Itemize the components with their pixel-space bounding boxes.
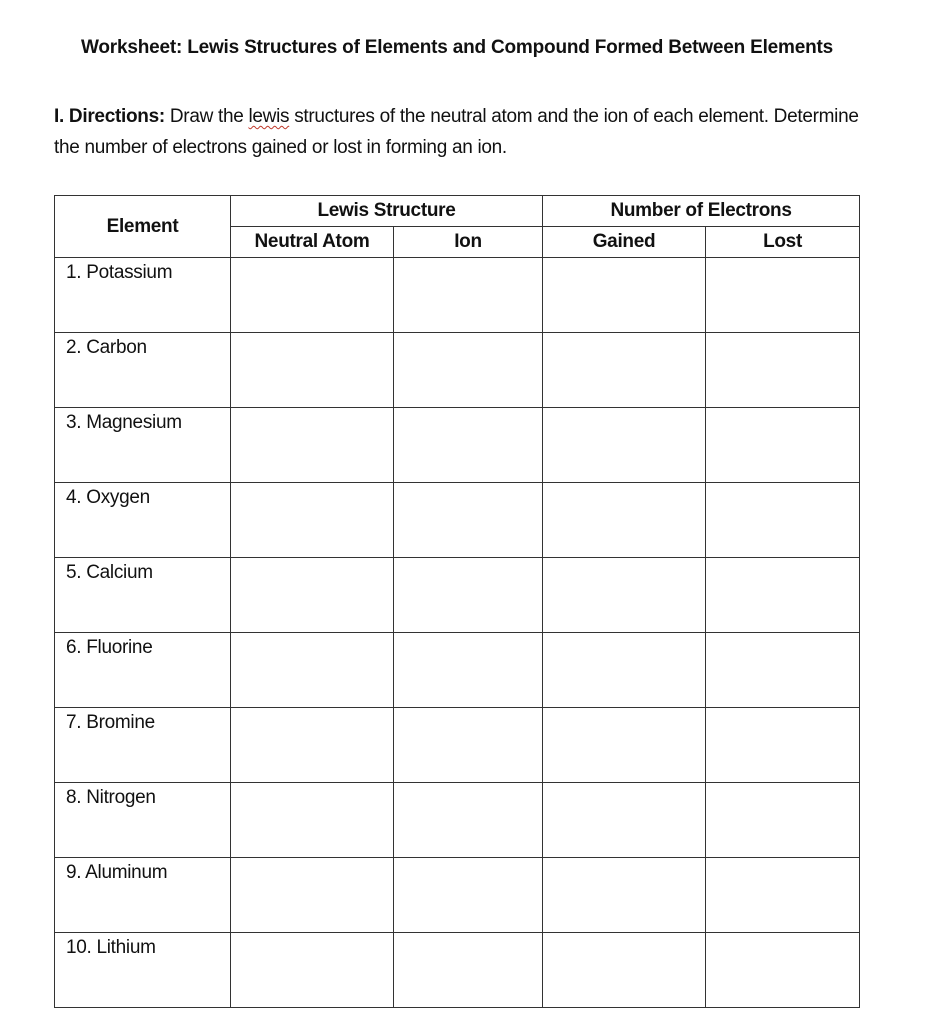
- table-row: [55, 783, 860, 858]
- neutral-atom-cell[interactable]: [231, 633, 394, 708]
- gained-cell[interactable]: [543, 558, 706, 633]
- gained-cell[interactable]: [543, 933, 706, 1008]
- ion-cell[interactable]: [394, 558, 543, 633]
- ion-cell[interactable]: [394, 333, 543, 408]
- table-row: [55, 258, 860, 333]
- worksheet-title: Worksheet: Lewis Structures of Elements and Compound Formed Between Elements: [81, 37, 833, 58]
- gained-cell[interactable]: [543, 333, 706, 408]
- header-lost: Lost: [706, 227, 860, 258]
- table-row: [55, 333, 860, 408]
- lost-cell[interactable]: [706, 708, 860, 783]
- ion-cell[interactable]: [394, 483, 543, 558]
- ion-cell[interactable]: [394, 933, 543, 1008]
- element-name: 9. Aluminum: [55, 858, 231, 933]
- element-name: 7. Bromine: [55, 708, 231, 783]
- element-name: 10. Lithium: [55, 933, 231, 1008]
- element-name: 1. Potassium: [55, 258, 231, 333]
- lost-cell[interactable]: [706, 333, 860, 408]
- table-row: [55, 408, 860, 483]
- gained-cell[interactable]: [543, 858, 706, 933]
- ion-cell[interactable]: [394, 858, 543, 933]
- directions-text-before: Draw the: [164, 106, 249, 127]
- header-element: Element: [55, 196, 231, 258]
- element-name: 8. Nitrogen: [55, 783, 231, 858]
- neutral-atom-cell[interactable]: [231, 258, 394, 333]
- ion-cell[interactable]: [394, 708, 543, 783]
- directions-text-after: structures of the neutral atom and the ion of each element. Determine the number of electrons gained or lost in forming an ion.: [54, 106, 859, 158]
- element-name: 3. Magnesium: [55, 408, 231, 483]
- lost-cell[interactable]: [706, 408, 860, 483]
- neutral-atom-cell[interactable]: [231, 333, 394, 408]
- lost-cell[interactable]: [706, 558, 860, 633]
- table-row: [55, 558, 860, 633]
- gained-cell[interactable]: [543, 483, 706, 558]
- lost-cell[interactable]: [706, 933, 860, 1008]
- table-header-row-1: [55, 196, 860, 227]
- header-neutral-atom: Neutral Atom: [231, 227, 394, 258]
- neutral-atom-cell[interactable]: [231, 483, 394, 558]
- ion-cell[interactable]: [394, 408, 543, 483]
- table-row: [55, 633, 860, 708]
- element-name: 5. Calcium: [55, 558, 231, 633]
- ion-cell[interactable]: [394, 258, 543, 333]
- lost-cell[interactable]: [706, 483, 860, 558]
- directions-paragraph: [54, 101, 874, 163]
- lost-cell[interactable]: [706, 783, 860, 858]
- directions-label: I. Directions:: [54, 106, 165, 127]
- element-name: 6. Fluorine: [55, 633, 231, 708]
- table-row: [55, 483, 860, 558]
- neutral-atom-cell[interactable]: [231, 933, 394, 1008]
- gained-cell[interactable]: [543, 708, 706, 783]
- gained-cell[interactable]: [543, 633, 706, 708]
- header-ion: Ion: [394, 227, 543, 258]
- ion-cell[interactable]: [394, 783, 543, 858]
- table-row: [55, 708, 860, 783]
- neutral-atom-cell[interactable]: [231, 558, 394, 633]
- element-name: 2. Carbon: [55, 333, 231, 408]
- lost-cell[interactable]: [706, 258, 860, 333]
- gained-cell[interactable]: [543, 258, 706, 333]
- lost-cell[interactable]: [706, 633, 860, 708]
- gained-cell[interactable]: [543, 408, 706, 483]
- table-row: [55, 933, 860, 1008]
- neutral-atom-cell[interactable]: [231, 408, 394, 483]
- lost-cell[interactable]: [706, 858, 860, 933]
- gained-cell[interactable]: [543, 783, 706, 858]
- element-name: 4. Oxygen: [55, 483, 231, 558]
- neutral-atom-cell[interactable]: [231, 783, 394, 858]
- ion-cell[interactable]: [394, 633, 543, 708]
- lewis-structure-table: [54, 195, 860, 1008]
- header-lewis-structure: Lewis Structure: [231, 196, 543, 227]
- spellcheck-flagged-word[interactable]: lewis: [248, 106, 290, 127]
- neutral-atom-cell[interactable]: [231, 708, 394, 783]
- header-gained: Gained: [543, 227, 706, 258]
- neutral-atom-cell[interactable]: [231, 858, 394, 933]
- header-number-of-electrons: Number of Electrons: [543, 196, 860, 227]
- table-row: [55, 858, 860, 933]
